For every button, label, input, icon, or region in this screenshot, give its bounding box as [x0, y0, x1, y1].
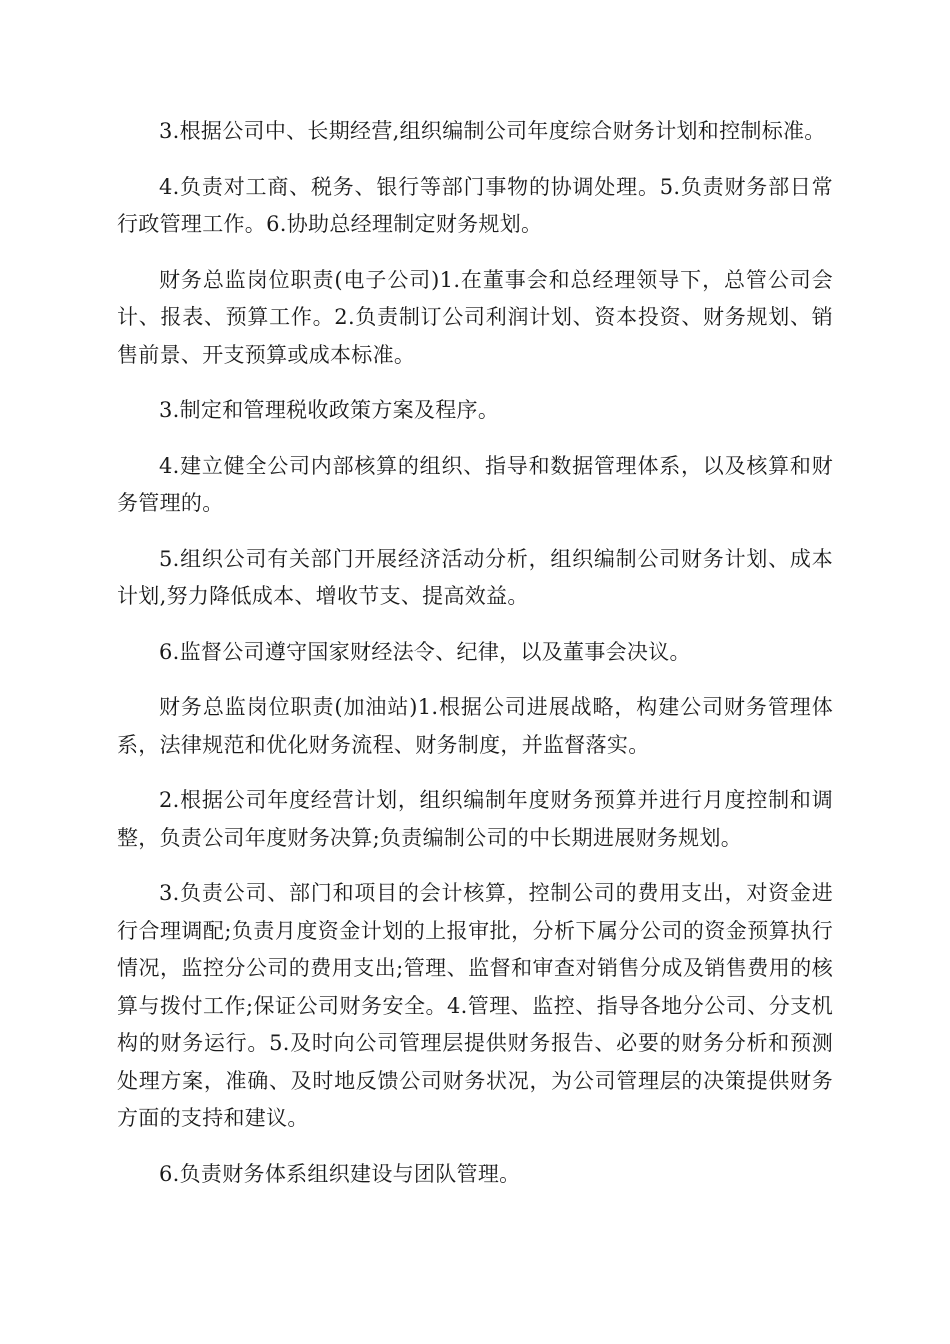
document-body [117, 113, 833, 1211]
paragraph: 3.负责公司、部门和项目的会计核算，控制公司的费用支出，对资金进行合理调配;负责月度资金计划的上报审批，分析下属分公司的资金预算执行情况，监控分公司的费用支出;管理、监督和审查对销售分成及销售费用的核算与拨付工作;保证公司财务安全。4.管理、监控、指导各地分公司、分支机构的财务运行。5.及时向公司管理层提供财务报告、必要的财务分析和预测处理方案，准确、及时地反馈公司财务状况，为公司管理层的决策提供财务方面的支持和建议。 [117, 881, 833, 1130]
paragraph: 5.组织公司有关部门开展经济活动分析，组织编制公司财务计划、成本计划,努力降低成本、增收节支、提高效益。 [117, 546, 833, 608]
paragraph: 6.监督公司遵守国家财经法令、纪律，以及董事会决议。 [159, 639, 691, 664]
paragraph: 3.根据公司中、长期经营,组织编制公司年度综合财务计划和控制标准。 [159, 119, 826, 143]
paragraph: 2.根据公司年度经营计划，组织编制年度财务预算并进行月度控制和调整，负责公司年度财务决算;负责编制公司的中长期进展财务规划。 [117, 788, 833, 850]
paragraph: 4.负责对工商、税务、银行等部门事物的协调处理。5.负责财务部日常行政管理工作。6.协助总经理制定财务规划。 [117, 174, 833, 236]
paragraph: 3.制定和管理税收政策方案及程序。 [159, 398, 500, 422]
paragraph: 4.建立健全公司内部核算的组织、指导和数据管理体系，以及核算和财务管理的。 [117, 453, 833, 515]
paragraph: 财务总监岗位职责(电子公司)1.在董事会和总经理领导下，总管公司会计、报表、预算工作。2.负责制订公司利润计划、资本投资、财务规划、销售前景、开支预算或成本标准。 [117, 267, 833, 367]
paragraph: 财务总监岗位职责(加油站)1.根据公司进展战略，构建公司财务管理体系，法律规范和优化财务流程、财务制度，并监督落实。 [117, 695, 833, 757]
paragraph: 6.负责财务体系组织建设与团队管理。 [159, 1161, 521, 1186]
